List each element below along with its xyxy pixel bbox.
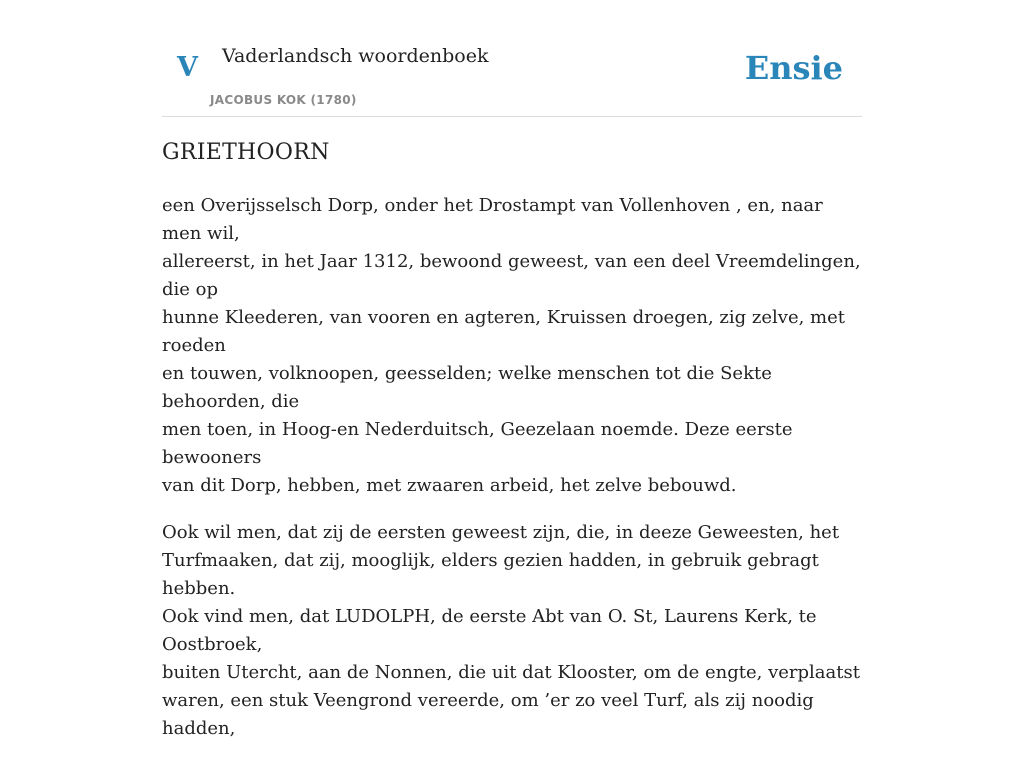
entry-body bbox=[162, 192, 862, 762]
entry-paragraph: een Overijsselsch Dorp, onder het Drostampt van Vollenhoven , en, naar men wil, allereerst, in het Jaar 1312, bewoond geweest, van een deel Vreemdelingen, die op hunne Kleederen, van vooren en agteren, Kruissen droegen, zig zelve, met roeden en touwen, volknoopen, geesselden; welke menschen tot die Sekte behoorden, die men toen, in Hoog-en Nederduitsch, Geezelaan noemde. Deze eerste bewooners van dit Dorp, hebben, met zwaaren arbeid, het zelve bebouwd. bbox=[162, 195, 861, 496]
ensie-logo[interactable]: Ensie bbox=[744, 49, 843, 87]
entry-paragraph: Ook wil men, dat zij de eersten geweest zijn, die, in deeze Geweesten, het Turfmaaken, dat zij, mooglijk, elders gezien hadden, in gebruik gebragt hebben. Ook vind men, dat LUDOLPH, de eerste Abt van O. St, Laurens Kerk, te Oostbroek, buiten Utercht, aan de Nonnen, die uit dat Klooster, om de engte, verplaatst waren, een stuk Veengrond vereerde, om ’er zo veel Turf, als zij noodig hadden, bbox=[162, 522, 860, 739]
entry-headword: GRIETHOORN bbox=[162, 140, 330, 165]
dictionary-author: JACOBUS KOK (1780) bbox=[210, 93, 357, 107]
dictionary-title-link[interactable]: Vaderlandsch woordenboek bbox=[222, 45, 489, 67]
dictionary-header bbox=[162, 0, 862, 117]
dictionary-letter: V bbox=[177, 52, 198, 83]
